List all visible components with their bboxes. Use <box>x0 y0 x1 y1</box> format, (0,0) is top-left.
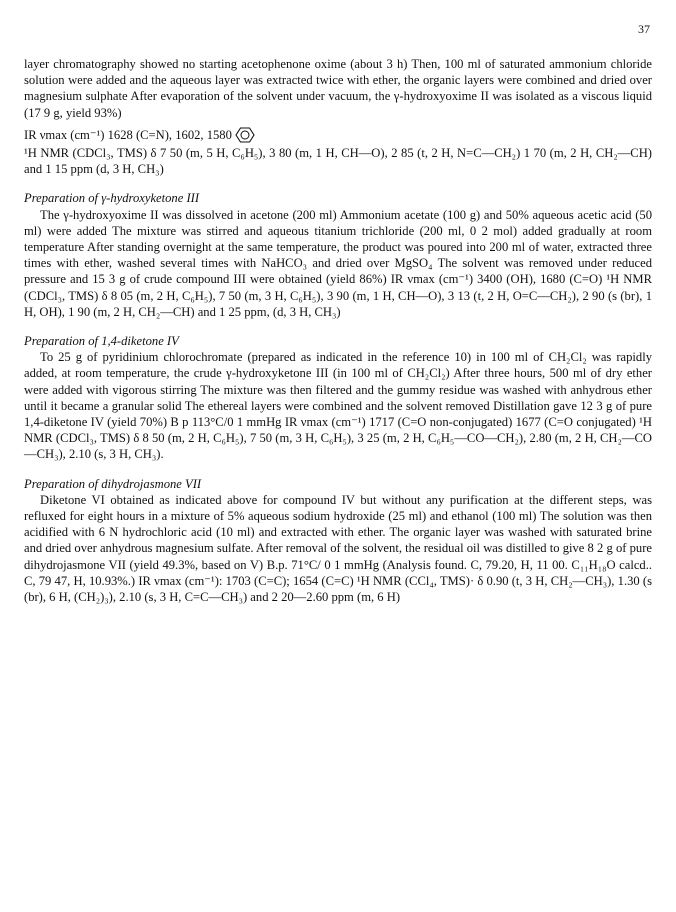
paragraph-hydroxyketone: The γ-hydroxyoxime II was dissolved in acetone (200 ml) Ammonium acetate (100 g) and 50% aqueous acetic acid (50 ml) were added The mixture was stirred and aqueous titanium trichloride (200 ml, 0 2 mol) added gradually at room temperature After standing overnight at the same temperature, the product was poured into 200 ml of water, extracted three times with ether, washed several times with NaHCO₃ and dried over MgSO₄ The solvent was removed under reduced pressure and 15 3 g of crude compound III were obtained (yield 86%) IR νmax (cm⁻¹) 3400 (OH), 1680 (C=O) ¹H NMR (CDCl₃, TMS) δ 8 05 (m, 2 H, C₆H₅), 7 50 (m, 3 H, C₆H₅), 3 90 (m, 1 H, CH—O), 3 13 (t, 2 H, O=C—CH₂), 2 90 (s (br), 1 H, OH), 1 90 (m, 2 H, CH₂—CH) and 1 25 ppm, (d, 3 H, CH₃) <box>24 207 652 319</box>
section-heading-hydroxyketone: Preparation of γ-hydroxyketone III <box>24 191 200 206</box>
paragraph-intro: layer chromatography showed no starting acetophenone oxime (about 3 h) Then, 100 ml of saturated ammonium chloride solution were added and the aqueous layer was extracted twice with ether, the organic layers were combined and dried over magnesium sulphate After evaporation of the solvent under vacuum, the γ-hydroxyoxime II was isolated as a viscous liquid (17 9 g, yield 93%) <box>24 57 652 120</box>
paragraph-dihydrojasmone: Diketone VI obtained as indicated above for compound IV but without any purification at the different steps, was refluxed for eight hours in a mixture of 5% aqueous sodium hydroxide (25 ml) and ethanol (100 ml) The solution was then acidified with 6 N hydrochloric acid (10 ml) and extracted with ether. The organic layer was washed with saturated brine and dried over anhydrous magnesium sulfate. After removal of the solvent, the residual oil was distilled to give 8 2 g of pure dihydrojasmone VII (yield 49.3%, based on V) B.p. 71°C/ 0 1 mmHg (Analysis found. C, 79.20, H, 11 00. C₁₁H₁₈O calcd.. C, 79 47, H, 10.93%.) IR νmax (cm⁻¹): 1703 (C=C); 1654 (C=C) ¹H NMR (CCl₄, TMS)· δ 0.90 (t, 3 H, CH₂—CH₃), 1.30 (s (br), 6 H, (CH₂)₃), 2.10 (s, 3 H, C=C—CH₃) and 2 20—2.60 ppm (m, 6 H) <box>24 492 652 605</box>
page-number: 37 <box>638 22 650 36</box>
section-heading-diketone: Preparation of 1,4-diketone IV <box>24 334 179 349</box>
section-heading-dihydrojasmone: Preparation of dihydrojasmone VII <box>24 476 202 491</box>
nmr-oxime: ¹H NMR (CDCl₃, TMS) δ 7 50 (m, 5 H, C₆H₅), 3 80 (m, 1 H, CH—O), 2 85 (t, 2 H, N=C—CH₂) 1 70 (m, 2 H, CH₂—CH) and 1 15 ppm (d, 3 H, CH₃) <box>24 146 652 177</box>
paragraph-diketone: To 25 g of pyridinium chlorochromate (prepared as indicated in the reference 10) in 100 ml of CH₂Cl₂ was rapidly added, at room temperature, the crude γ-hydroxyketone III (in 100 ml of CH₂Cl₂) After three hours, 500 ml of dry ether were added with vigorous stirring The mixture was then filtered and the gummy residue was washed with anhydrous ether until it became a granular solid The ethereal layers were combined and the solvent removed Distillation gave 12 3 g of pure 1,4-diketone IV (yield 70%) B p 113°C/0 1 mmHg IR νmax (cm⁻¹) 1717 (C=O non-conjugated) 1677 (C=O conjugated) ¹H NMR (CDCl₃, TMS) δ 8 50 (m, 2 H, C₆H₅), 7 50 (m, 3 H, C₆H₅), 3 25 (m, 2 H, C₆H₅—CO—CH₂), 2.80 (m, 2 H, CH₂—CO—CH₃), 2.10 (s, 3 H, CH₃). <box>24 350 652 462</box>
benzene-ring-icon <box>234 127 256 143</box>
ir-spectrum-text: IR νmax (cm⁻¹) 1628 (C=N), 1602, 1580 <box>24 127 232 142</box>
ir-spectrum-line <box>24 127 652 143</box>
body-text <box>24 56 652 605</box>
